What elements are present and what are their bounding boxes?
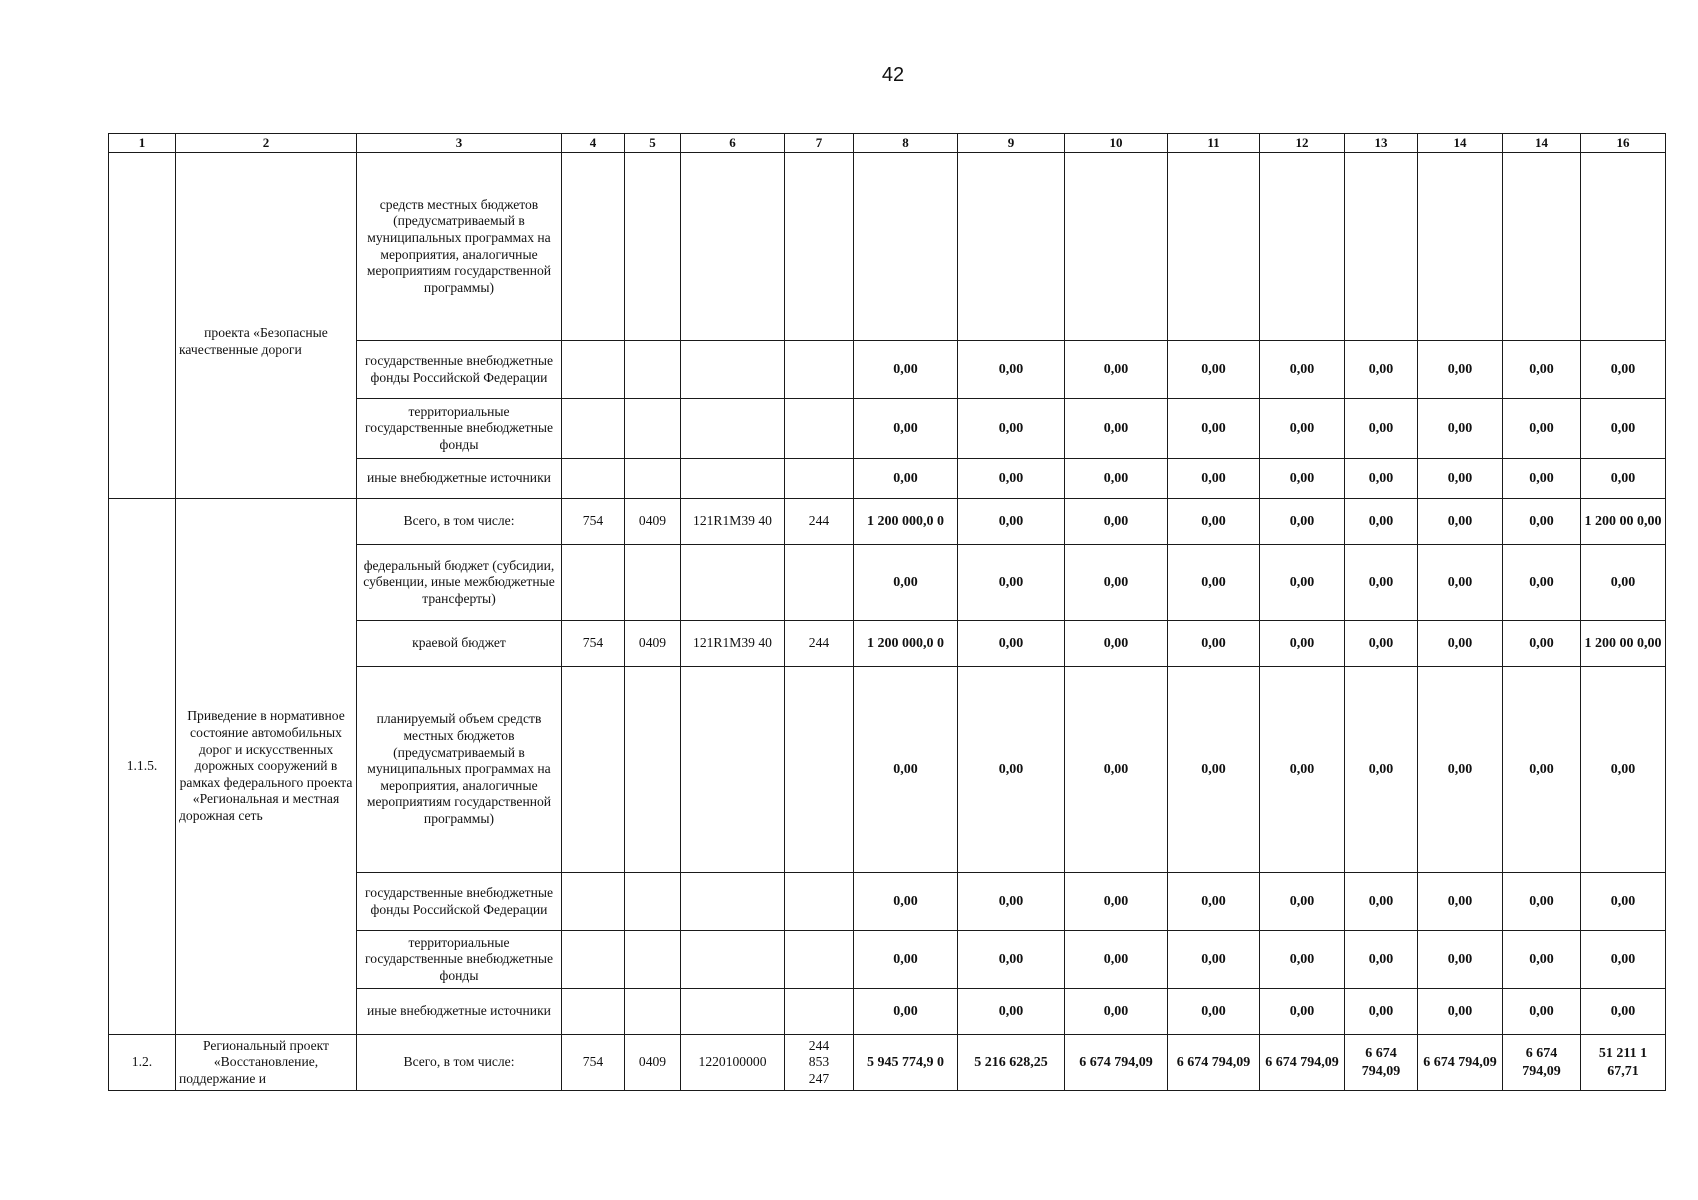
value-cell: 6 674 794,09 <box>1345 1035 1418 1091</box>
value-cell: 1 200 00 0,00 <box>1581 499 1666 545</box>
value-cell: 0,00 <box>1503 499 1581 545</box>
funding-source: планируемый объем средств местных бюджетов (предусматриваемый в муниципальных программах на мероприятия, аналогичные мероприятиям государственной программы) <box>357 667 562 873</box>
value-cell: 0,00 <box>1581 667 1666 873</box>
value-cell: 0,00 <box>854 931 958 989</box>
funding-source: государственные внебюджетные фонды Российской Федерации <box>357 873 562 931</box>
value-cell: 0,00 <box>1345 667 1418 873</box>
item-name: Приведение в нормативное состояние автомобильных дорог и искусственных дорожных сооружений в рамках федерального проекта «Региональная и местная дорожная сеть <box>176 499 357 1035</box>
value-cell: 0,00 <box>1345 873 1418 931</box>
value-cell: 0,00 <box>958 459 1065 499</box>
value-cell: 0,00 <box>1345 341 1418 399</box>
value-cell: 0,00 <box>854 667 958 873</box>
funding-source: территориальные государственные внебюджетные фонды <box>357 931 562 989</box>
value-cell: 0,00 <box>1065 989 1168 1035</box>
table-row <box>109 1035 1666 1091</box>
code-cell: 754 <box>562 499 625 545</box>
value-cell: 6 674 794,09 <box>1503 1035 1581 1091</box>
value-cell: 0,00 <box>1418 499 1503 545</box>
value-cell: 5 216 628,25 <box>958 1035 1065 1091</box>
value-cell: 0,00 <box>958 989 1065 1035</box>
budget-table <box>108 133 1666 1091</box>
value-cell: 6 674 794,09 <box>1168 1035 1260 1091</box>
value-cell: 0,00 <box>1168 931 1260 989</box>
value-cell: 0,00 <box>854 341 958 399</box>
col-header: 3 <box>357 134 562 153</box>
value-cell: 0,00 <box>1503 989 1581 1035</box>
value-cell: 0,00 <box>1065 667 1168 873</box>
row-number: 1.2. <box>109 1035 176 1091</box>
funding-source: территориальные государственные внебюджетные фонды <box>357 399 562 459</box>
code-line: 853 <box>808 1054 830 1070</box>
value-cell: 0,00 <box>1260 989 1345 1035</box>
value-cell: 0,00 <box>1418 621 1503 667</box>
code-cell: 244 <box>785 621 854 667</box>
col-header: 7 <box>785 134 854 153</box>
col-header: 4 <box>562 134 625 153</box>
value-cell: 0,00 <box>958 399 1065 459</box>
value-cell: 0,00 <box>1168 667 1260 873</box>
col-header: 11 <box>1168 134 1260 153</box>
value-cell: 0,00 <box>1345 399 1418 459</box>
value-cell: 1 200 000,0 0 <box>854 621 958 667</box>
value-cell: 0,00 <box>1581 873 1666 931</box>
value-cell: 0,00 <box>1418 931 1503 989</box>
value-cell: 0,00 <box>1260 499 1345 545</box>
value-cell: 0,00 <box>1168 989 1260 1035</box>
value-cell: 0,00 <box>1418 459 1503 499</box>
col-header: 8 <box>854 134 958 153</box>
value-cell: 0,00 <box>1581 399 1666 459</box>
col-header: 16 <box>1581 134 1666 153</box>
funding-source: Всего, в том числе: <box>357 499 562 545</box>
value-cell: 0,00 <box>854 459 958 499</box>
value-cell: 0,00 <box>1503 341 1581 399</box>
value-cell: 0,00 <box>958 667 1065 873</box>
code-cell: 121R1M39 40 <box>681 621 785 667</box>
funding-source: иные внебюджетные источники <box>357 459 562 499</box>
funding-source: иные внебюджетные источники <box>357 989 562 1035</box>
value-cell: 0,00 <box>1503 667 1581 873</box>
value-cell: 0,00 <box>1503 399 1581 459</box>
value-cell: 6 674 794,09 <box>1065 1035 1168 1091</box>
value-cell: 0,00 <box>1345 545 1418 621</box>
funding-source: средств местных бюджетов (предусматриваемый в муниципальных программах на мероприятия, аналогичные мероприятиям государственной программы) <box>357 153 562 341</box>
value-cell: 5 945 774,9 0 <box>854 1035 958 1091</box>
col-header: 6 <box>681 134 785 153</box>
value-cell: 0,00 <box>1260 341 1345 399</box>
value-cell: 0,00 <box>854 399 958 459</box>
row-number: 1.1.5. <box>109 499 176 1035</box>
code-cell: 0409 <box>625 1035 681 1091</box>
col-header: 5 <box>625 134 681 153</box>
value-cell: 0,00 <box>854 873 958 931</box>
table-header-row <box>109 134 1666 153</box>
code-line: 247 <box>808 1070 830 1086</box>
value-cell: 0,00 <box>958 621 1065 667</box>
table-row <box>109 499 1666 545</box>
code-cell: 121R1M39 40 <box>681 499 785 545</box>
value-cell: 0,00 <box>1345 931 1418 989</box>
code-cell: 754 <box>562 621 625 667</box>
row-number-cell <box>109 153 176 499</box>
value-cell: 0,00 <box>958 931 1065 989</box>
value-cell: 0,00 <box>1345 499 1418 545</box>
value-cell: 0,00 <box>1260 667 1345 873</box>
value-cell: 0,00 <box>1260 931 1345 989</box>
code-cell: 0409 <box>625 621 681 667</box>
code-cell: 1220100000 <box>681 1035 785 1091</box>
col-header: 9 <box>958 134 1065 153</box>
value-cell: 0,00 <box>1418 989 1503 1035</box>
value-cell: 0,00 <box>1065 873 1168 931</box>
value-cell: 0,00 <box>1260 873 1345 931</box>
value-cell: 0,00 <box>1581 931 1666 989</box>
value-cell: 0,00 <box>1065 459 1168 499</box>
funding-source: Всего, в том числе: <box>357 1035 562 1091</box>
code-line: 244 <box>808 1037 830 1053</box>
value-cell: 0,00 <box>1418 545 1503 621</box>
value-cell: 0,00 <box>1168 399 1260 459</box>
value-cell: 0,00 <box>1168 459 1260 499</box>
value-cell: 0,00 <box>1503 545 1581 621</box>
value-cell: 0,00 <box>1418 667 1503 873</box>
value-cell: 0,00 <box>958 545 1065 621</box>
value-cell: 0,00 <box>1581 459 1666 499</box>
value-cell: 0,00 <box>1260 621 1345 667</box>
value-cell: 0,00 <box>1345 621 1418 667</box>
item-name: проекта «Безопасные качественные дороги <box>176 153 357 499</box>
col-header: 12 <box>1260 134 1345 153</box>
value-cell: 0,00 <box>1260 459 1345 499</box>
value-cell: 0,00 <box>1065 399 1168 459</box>
value-cell: 0,00 <box>1065 621 1168 667</box>
code-cell-multi <box>785 1035 854 1091</box>
col-header: 14 <box>1418 134 1503 153</box>
value-cell: 51 211 1 67,71 <box>1581 1035 1666 1091</box>
value-cell: 0,00 <box>1418 399 1503 459</box>
value-cell: 0,00 <box>1168 499 1260 545</box>
value-cell: 0,00 <box>1065 545 1168 621</box>
value-cell: 0,00 <box>1065 931 1168 989</box>
value-cell: 0,00 <box>1418 341 1503 399</box>
code-cell: 754 <box>562 1035 625 1091</box>
value-cell: 1 200 00 0,00 <box>1581 621 1666 667</box>
value-cell: 0,00 <box>1260 545 1345 621</box>
value-cell: 0,00 <box>854 989 958 1035</box>
value-cell: 0,00 <box>1168 545 1260 621</box>
funding-source: краевой бюджет <box>357 621 562 667</box>
value-cell: 0,00 <box>1065 341 1168 399</box>
value-cell: 0,00 <box>1345 989 1418 1035</box>
value-cell: 0,00 <box>1581 989 1666 1035</box>
col-header: 10 <box>1065 134 1168 153</box>
value-cell: 0,00 <box>1581 545 1666 621</box>
table-row <box>109 153 1666 341</box>
value-cell: 0,00 <box>1503 459 1581 499</box>
value-cell: 0,00 <box>1581 341 1666 399</box>
value-cell: 0,00 <box>958 341 1065 399</box>
col-header: 14 <box>1503 134 1581 153</box>
col-header: 2 <box>176 134 357 153</box>
value-cell: 0,00 <box>1168 341 1260 399</box>
funding-source: государственные внебюджетные фонды Российской Федерации <box>357 341 562 399</box>
value-cell: 0,00 <box>1503 931 1581 989</box>
value-cell: 0,00 <box>1418 873 1503 931</box>
value-cell: 6 674 794,09 <box>1418 1035 1503 1091</box>
code-cell: 244 <box>785 499 854 545</box>
col-header: 1 <box>109 134 176 153</box>
value-cell: 0,00 <box>1168 873 1260 931</box>
value-cell: 0,00 <box>1260 399 1345 459</box>
value-cell: 0,00 <box>1503 873 1581 931</box>
value-cell: 0,00 <box>958 499 1065 545</box>
value-cell: 0,00 <box>854 545 958 621</box>
value-cell: 0,00 <box>1168 621 1260 667</box>
code-cell: 0409 <box>625 499 681 545</box>
value-cell: 0,00 <box>958 873 1065 931</box>
col-header: 13 <box>1345 134 1418 153</box>
page-number: 42 <box>881 64 905 86</box>
value-cell: 6 674 794,09 <box>1260 1035 1345 1091</box>
value-cell: 0,00 <box>1345 459 1418 499</box>
item-name: Региональный проект «Восстановление, поддержание и <box>176 1035 357 1091</box>
value-cell: 1 200 000,0 0 <box>854 499 958 545</box>
value-cell: 0,00 <box>1503 621 1581 667</box>
funding-source: федеральный бюджет (субсидии, субвенции, иные межбюджетные трансферты) <box>357 545 562 621</box>
value-cell: 0,00 <box>1065 499 1168 545</box>
